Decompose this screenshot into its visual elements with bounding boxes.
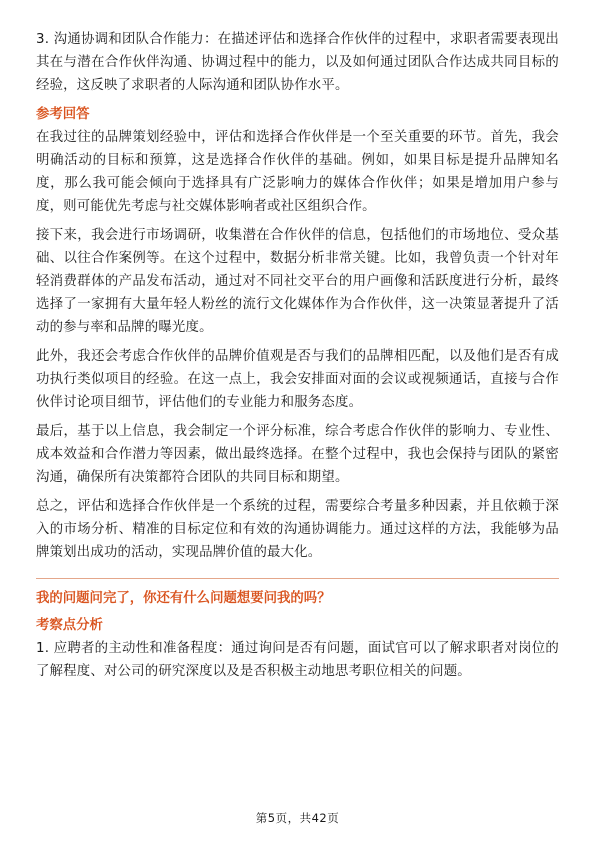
analysis-point-1: 1. 应聘者的主动性和准备程度：通过询问是否有问题，面试官可以了解求职者对岗位的了解程度、对公司的研究深度以及是否积极主动地思考职位相关的问题。 xyxy=(36,641,559,679)
section-3-paragraph: 3. 沟通协调和团队合作能力：在描述评估和选择合作伙伴的过程中，求职者需要表现出其在与潜在合作伙伴沟通、协调过程中的能力，以及如何通过团队合作达成共同目标的经验，这反映了求职者的人际沟通和团队协作水平。 xyxy=(36,32,559,93)
page-content xyxy=(36,28,559,689)
page-number: 第5页，共42页 xyxy=(255,811,340,825)
analysis-heading: 考察点分析 xyxy=(36,618,103,633)
answer-paragraph-2: 接下来，我会进行市场调研，收集潜在合作伙伴的信息，包括他们的市场地位、受众基础、以往合作案例等。在这个过程中，数据分析非常关键。比如，我曾负责一个针对年轻消费群体的产品发布活动，通过对不同社交平台的用户画像和活跃度进行分析，最终选择了一家拥有大量年轻人粉丝的流行文化媒体作为合作伙伴，这一决策显著提升了活动的参与率和品牌的曝光度。 xyxy=(36,228,559,335)
answer-paragraph-3: 此外，我还会考虑合作伙伴的品牌价值观是否与我们的品牌相匹配，以及他们是否有成功执行类似项目的经验。在这一点上，我会安排面对面的会议或视频通话，直接与合作伙伴讨论项目细节，评估他们的专业能力和服务态度。 xyxy=(36,349,559,410)
reference-answer-heading: 参考回答 xyxy=(36,107,90,122)
next-question-title: 我的问题问完了，你还有什么问题想要问我的吗？ xyxy=(36,591,331,606)
section-divider xyxy=(36,578,559,579)
answer-paragraph-5: 总之，评估和选择合作伙伴是一个系统的过程，需要综合考量多种因素，并且依赖于深入的市场分析、精准的目标定位和有效的沟通协调能力。通过这样的方法，我能够为品牌策划出成功的活动，实现品牌价值的最大化。 xyxy=(36,499,559,560)
answer-paragraph-4: 最后，基于以上信息，我会制定一个评分标准，综合考虑合作伙伴的影响力、专业性、成本效益和合作潜力等因素，做出最终选择。在整个过程中，我也会保持与团队的紧密沟通，确保所有决策都符合团队的共同目标和期望。 xyxy=(36,424,559,485)
answer-paragraph-1: 在我过往的品牌策划经验中，评估和选择合作伙伴是一个至关重要的环节。首先，我会明确活动的目标和预算，这是选择合作伙伴的基础。例如，如果目标是提升品牌知名度，那么我可能会倾向于选择具有广泛影响力的媒体合作伙伴；如果是增加用户参与度，则可能优先考虑与社交媒体影响者或社区组织合作。 xyxy=(36,130,559,214)
